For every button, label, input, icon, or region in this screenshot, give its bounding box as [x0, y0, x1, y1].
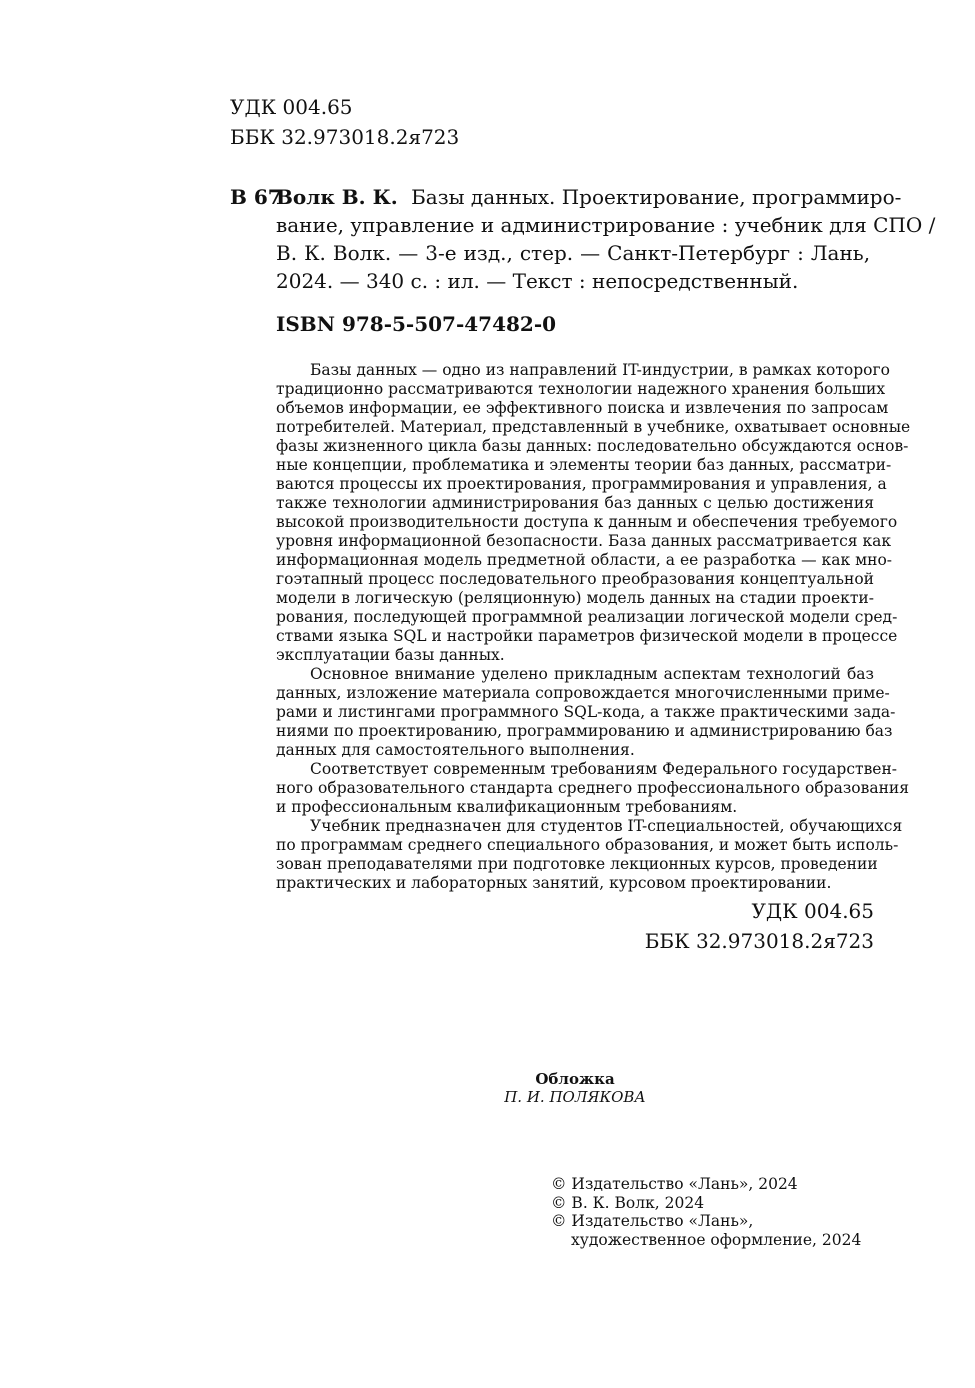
bibliographic-text: Базы данных. Проектирование, программиро-	[411, 185, 902, 209]
copyright-block	[551, 1175, 861, 1249]
annotation-line: Базы данных — одно из направлений IT-индустрии, в рамках которого	[310, 361, 890, 379]
annotation-line: Основное внимание уделено прикладным аспектам технологий баз	[310, 665, 874, 683]
annotation-line: ствами языка SQL и настройки параметров физической модели в процессе	[276, 627, 898, 645]
bibliographic-line	[276, 183, 902, 211]
isbn: ISBN 978-5-507-47482-0	[276, 312, 557, 336]
annotation-line: объемов информации, ее эффективного поиска и извлечения по запросам	[276, 399, 889, 417]
udk-code: УДК 004.65	[751, 899, 874, 923]
annotation-line: фазы жизненного цикла базы данных: последовательно обсуждаются основ-	[276, 437, 909, 455]
annotation-line: ваются процессы их проектирования, программирования и управления, а	[276, 475, 887, 493]
bibliographic-record	[276, 183, 936, 295]
annotation-line: и профессиональным квалификационным требованиям.	[276, 798, 738, 816]
cover-credit	[470, 1070, 680, 1106]
annotation-line: данных, изложение материала сопровождается многочисленными приме-	[276, 684, 890, 702]
annotation-line: эксплуатации базы данных.	[276, 646, 505, 664]
bibliographic-text: В. К. Волк. — 3-е изд., стер. — Санкт-Петербург : Лань,	[276, 241, 871, 265]
copyright-line: © Издательство «Лань»,	[551, 1212, 754, 1230]
annotation	[276, 361, 911, 893]
annotation-line: модели в логическую (реляционную) модель данных на стадии проекти-	[276, 589, 874, 607]
annotation-line: информационная модель предметной области, а ее разработка — как мно-	[276, 551, 893, 569]
copyright-line: © В. К. Волк, 2024	[551, 1193, 705, 1212]
annotation-line: высокой производительности доступа к данным и обеспечения требуемого	[276, 513, 898, 531]
annotation-line: Соответствует современным требованиям Федерального государствен-	[310, 760, 898, 778]
annotation-line: Учебник предназначен для студентов IT-специальностей, обучающихся	[310, 817, 903, 835]
bibliographic-line	[276, 239, 874, 267]
bbk-code: ББК 32.973018.2я723	[644, 929, 874, 953]
annotation-line: уровня информационной безопасности. База данных рассматривается как	[276, 532, 892, 550]
annotation-line: ниями по проектированию, программированию и администрированию баз	[276, 722, 893, 740]
annotation-line: по программам среднего специального образования, и может быть исполь-	[276, 836, 899, 854]
bibliographic-line	[276, 211, 936, 239]
annotation-line: ные концепции, проблематика и элементы теории баз данных, рассматри-	[276, 456, 892, 474]
bibliographic-text: вание, управление и администрирование : учебник для СПО /	[276, 213, 936, 237]
classification-header	[230, 92, 459, 152]
cover-label: Обложка	[535, 1070, 615, 1088]
annotation-line: также технологии администрирования баз данных с целью достижения	[276, 494, 874, 512]
classification-footer	[645, 896, 874, 956]
author-name: Волк В. К.	[276, 185, 398, 209]
annotation-line: рования, последующей программной реализации логической модели сред-	[276, 608, 898, 626]
annotation-line: традиционно рассматриваются технологии надежного хранения больших	[276, 380, 886, 398]
udk-code: УДК 004.65	[230, 95, 353, 119]
annotation-line: ного образовательного стандарта среднего профессионального образования	[276, 779, 910, 797]
copyright-line: © Издательство «Лань», 2024	[551, 1175, 798, 1193]
annotation-line: практических и лабораторных занятий, курсовом проектировании.	[276, 874, 832, 892]
cover-designer: П. И. ПОЛЯКОВА	[504, 1088, 646, 1106]
annotation-line: данных для самостоятельного выполнения.	[276, 741, 635, 759]
bibliographic-line	[276, 267, 874, 295]
annotation-line: зован преподавателями при подготовке лекционных курсов, проведении	[276, 855, 878, 873]
bibliographic-text: 2024. — 340 с. : ил. — Текст : непосредственный.	[276, 269, 799, 293]
annotation-line: рами и листингами программного SQL-кода, а также практическими зада-	[276, 703, 896, 721]
annotation-line: гоэтапный процесс последовательного преобразования концептуальной	[276, 570, 874, 588]
author-mark: В 67	[230, 185, 282, 209]
annotation-line: потребителей. Материал, представленный в учебнике, охватывает основные	[276, 418, 911, 436]
bbk-code: ББК 32.973018.2я723	[230, 125, 460, 149]
copyright-line: художественное оформление, 2024	[571, 1230, 862, 1249]
